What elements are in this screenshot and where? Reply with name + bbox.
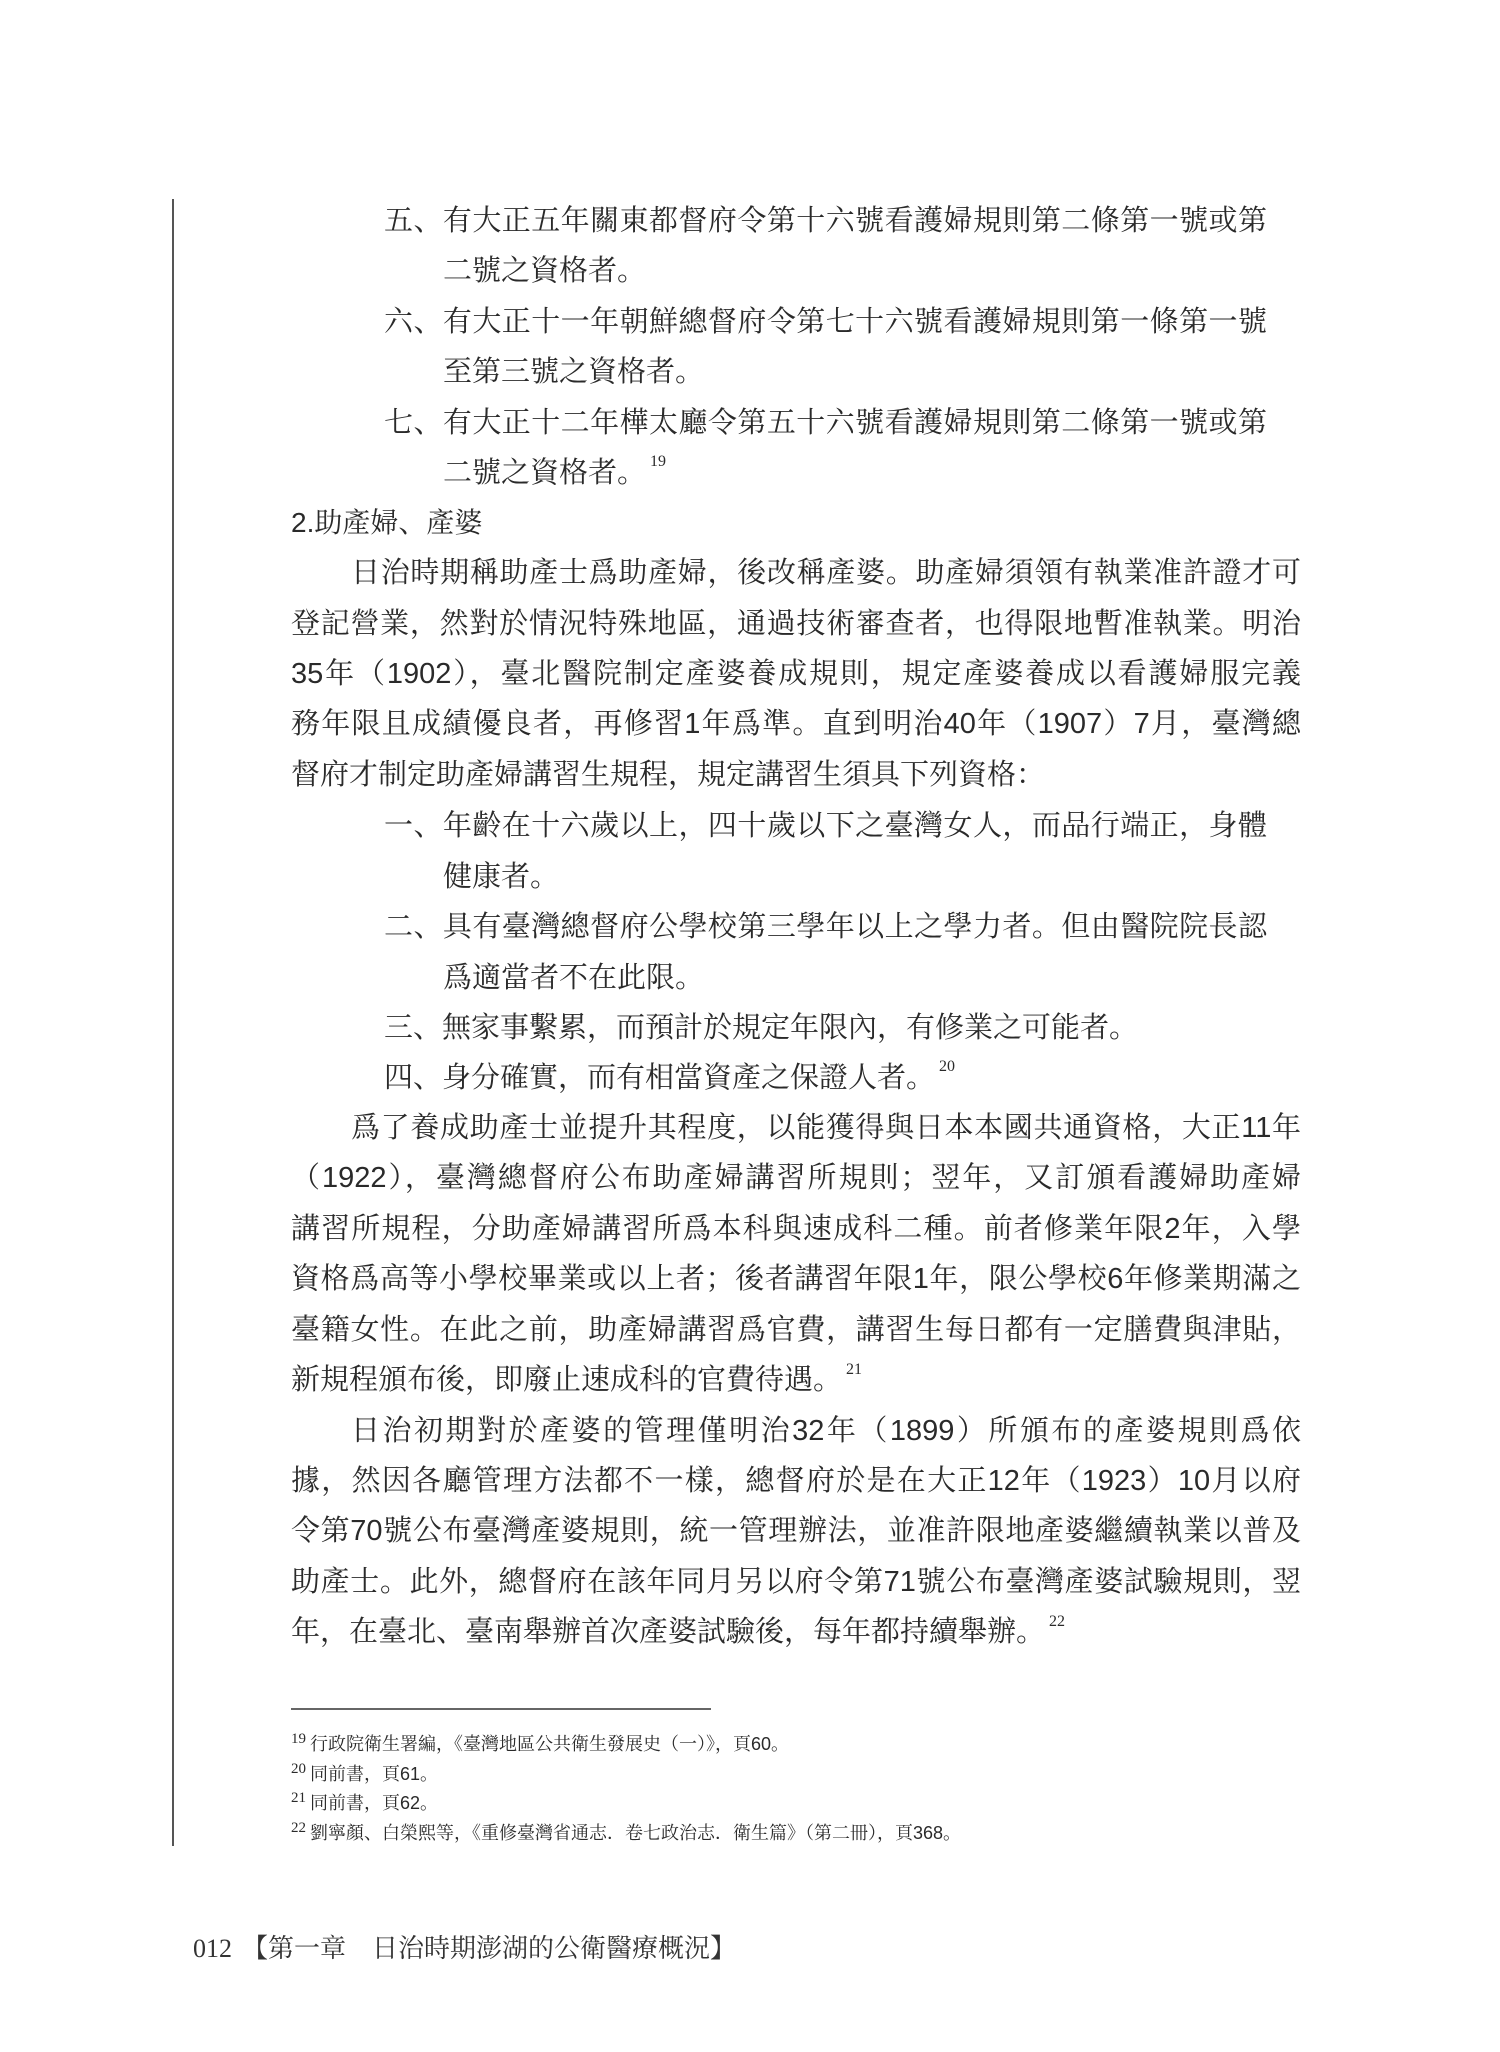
list-item-line: 六、有大正十一年朝鮮總督府令第七十六號看護婦規則第一條第一號 (384, 303, 1267, 338)
paragraph (291, 1103, 1301, 1406)
qualification-list-trainees (291, 800, 1301, 1103)
footnote-ref[interactable]: 20 (939, 1058, 956, 1076)
paragraph-line: 講習所規程，分助產婦講習所爲本科與速成科二種。前者修業年限2年，入學 (291, 1212, 1301, 1245)
section-heading: 2.助產婦、產婆 (291, 506, 483, 538)
page-footer (193, 1928, 736, 1965)
list-item-line: 七、有大正十二年樺太廳令第五十六號看護婦規則第二條第一號或第 (384, 404, 1267, 439)
list-item-line: 五、有大正五年關東都督府令第十六號看護婦規則第二條第一號或第 (384, 203, 1267, 237)
footnote-number: 19 (291, 1731, 306, 1747)
paragraph-line: 登記營業，然對於情況特殊地區，通過技術審查者，也得限地暫准執業。明治 (291, 607, 1301, 640)
paragraph-line: 務年限且成績優良者，再修習1年爲準。直到明治40年（1907）7月，臺灣總 (291, 708, 1301, 741)
footnote-number: 21 (291, 1790, 306, 1806)
paragraph-line: 督府才制定助產婦講習生規程，規定講習生須具下列資格： (291, 758, 1046, 791)
margin-rule (172, 199, 174, 1846)
line-text: 新規程頒布後，即廢止速成科的官費待遇。 (291, 1364, 843, 1397)
list-item-line: 爲適當者不在此限。 (443, 959, 705, 994)
list-item-line (291, 447, 1267, 497)
list-item-line: 至第三號之資格者。 (443, 354, 705, 389)
footnote (291, 1730, 961, 1760)
chapter-title: 【第一章 日治時期澎湖的公衛醫療概況】 (242, 1934, 737, 1963)
paragraph-line: 助產士。此外，總督府在該年同月另以府令第71號公布臺灣產婆試驗規則，翌 (291, 1565, 1301, 1598)
list-item-line: 健康者。 (443, 858, 560, 893)
footnotes (291, 1730, 961, 1848)
footnote-text: 行政院衛生署編，《臺灣地區公共衛生發展史（一）》，頁60。 (310, 1734, 790, 1754)
paragraph-line: 令第70號公布臺灣產婆規則，統一管理辦法，並准許限地產婆繼續執業以普及 (291, 1515, 1301, 1548)
list-item-line: 二、具有臺灣總督府公學校第三學年以上之學力者。但由醫院院長認 (384, 909, 1267, 944)
paragraph-line: 據，然因各廳管理方法都不一樣，總督府於是在大正12年（1923）10月以府 (291, 1464, 1301, 1497)
paragraph (291, 1406, 1301, 1658)
line-text: 年，在臺北、臺南舉辦首次產婆試驗後，每年都持續舉辦。 (291, 1616, 1046, 1649)
list-item-line: 一、年齡在十六歲以上，四十歲以下之臺灣女人，而品行端正，身體 (384, 808, 1267, 843)
paragraph-line: 臺籍女性。在此之前，助產婦講習爲官費，講習生每日都有一定膳費與津貼， (291, 1313, 1301, 1346)
footnote-text: 劉寧顏、白榮熙等，《重修臺灣省通志．卷七政治志．衛生篇》（第二冊），頁368。 (310, 1822, 962, 1843)
footnote-ref[interactable]: 19 (650, 453, 667, 471)
footnote (291, 1760, 961, 1790)
footnote (291, 1789, 961, 1819)
footnote (291, 1819, 961, 1849)
page-number: 012 (193, 1934, 232, 1963)
paragraph-line: 日治時期稱助產士爲助產婦，後改稱產婆。助產婦須領有執業准許證才可 (351, 557, 1301, 590)
footnote-ref[interactable]: 22 (1049, 1613, 1066, 1631)
footnote-number: 20 (291, 1760, 306, 1777)
list-item-line: 三、無家事繫累，而預計於規定年限內，有修業之可能者。 (384, 1010, 1139, 1044)
list-item-line (291, 1052, 1267, 1102)
footnote-number: 22 (291, 1819, 306, 1836)
paragraph-line: 35年（1902），臺北醫院制定產婆養成規則，規定產婆養成以看護婦服完義 (291, 657, 1301, 690)
line-text: 二號之資格者。 (443, 455, 647, 490)
list-item-line: 二號之資格者。 (443, 253, 647, 288)
footnote-divider (291, 1708, 711, 1710)
paragraph-line: 資格爲高等小學校畢業或以上者；後者講習年限1年，限公學校6年修業期滿之 (291, 1263, 1301, 1296)
footnote-ref[interactable]: 21 (846, 1361, 863, 1379)
footnote-text: 同前書，頁61。 (310, 1763, 439, 1784)
paragraph-line: （1922），臺灣總督府公布助產婦講習所規則；翌年，又訂頒看護婦助產婦 (291, 1162, 1301, 1195)
paragraph (291, 548, 1301, 800)
line-text: 四、身分確實，而有相當資產之保證人者。 (384, 1060, 936, 1095)
body-text (291, 195, 1301, 1658)
qualification-list-nurses (291, 195, 1301, 498)
paragraph-line: 日治初期對於產婆的管理僅明治32年（1899）所頒布的產婆規則爲依 (351, 1414, 1301, 1447)
paragraph-line (291, 1607, 1301, 1657)
footnote-text: 同前書，頁62。 (310, 1793, 439, 1813)
paragraph-line: 爲了養成助產士並提升其程度，以能獲得與日本本國共通資格，大正11年 (351, 1111, 1301, 1144)
paragraph-line (291, 1355, 1301, 1405)
